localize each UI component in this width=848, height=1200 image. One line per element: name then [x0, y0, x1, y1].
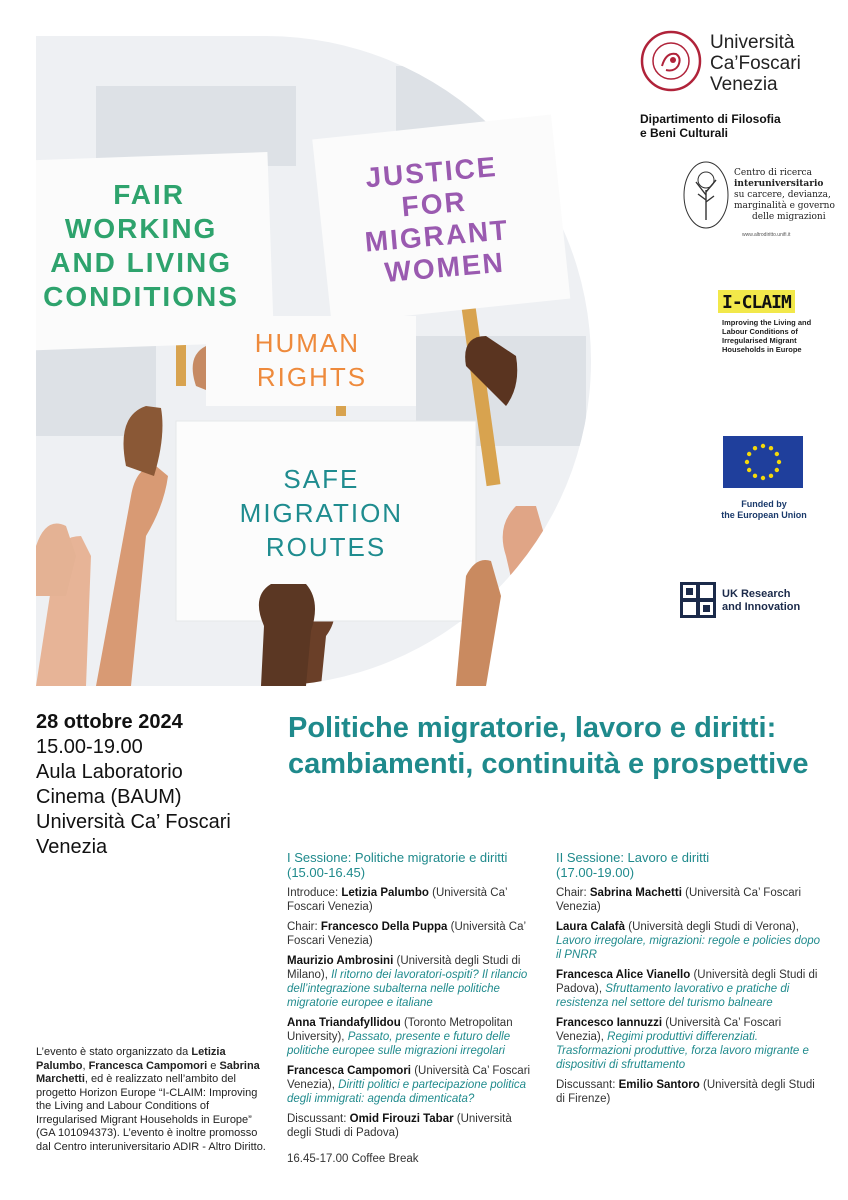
eu-star-icon	[775, 468, 779, 472]
eu-star-icon	[747, 452, 751, 456]
ukri-logo	[680, 582, 840, 622]
event-place-line3: Università Ca’ Foscari	[36, 811, 231, 833]
university-seal-icon	[640, 30, 702, 92]
introduce-label: Introduce:	[287, 887, 339, 899]
department-line2: e Beni Culturali	[640, 126, 729, 140]
speaker-name: Francesca Campomori	[287, 1065, 411, 1077]
speaker-name: Anna Triandafyllidou	[287, 1017, 401, 1029]
centro-url: www.altrodiritto.unifi.it	[742, 232, 791, 238]
university-name-line2: Ca’Foscari	[710, 53, 801, 74]
centro-line4: marginalità e governo	[734, 201, 835, 211]
department-line1: Dipartimento di Filosofia	[640, 112, 781, 126]
eu-flag-icon	[723, 436, 803, 488]
speaker-affiliation: (Toronto Metropolitan University),	[287, 1017, 513, 1043]
session-1	[287, 850, 537, 1166]
talk-title: Il ritorno dei lavoratori-ospiti? Il rilancio dell’integrazione subalterna nelle politiche migratorie europee e italiane	[287, 969, 528, 1009]
eu-text-line2: the European Union	[721, 510, 807, 520]
centro-line2: interuniversitario	[734, 179, 824, 189]
ukri-text-line2: and Innovation	[722, 601, 801, 613]
talk	[556, 1016, 820, 1072]
introduce-name: Letizia Palumbo	[341, 887, 429, 899]
centro-line3: su carcere, devianza,	[734, 190, 831, 200]
event-info	[36, 710, 276, 860]
iclaim-logo	[718, 284, 838, 374]
chair-name: Sabrina Machetti	[589, 887, 682, 899]
eu-star-icon	[761, 444, 765, 448]
eu-star-icon	[769, 474, 773, 478]
chair-affiliation: (Università Ca’ Foscari Venezia)	[556, 887, 802, 913]
eu-funding-logo	[716, 436, 816, 521]
discussant-name: Emilio Santoro	[618, 1079, 700, 1091]
chair-label: Chair:	[287, 921, 318, 933]
talk-title: Sfruttamento lavorativo e pratiche di resistenza nel settore del turismo balneare	[556, 983, 790, 1009]
talk-title: Lavoro irregolare, migrazioni: regole e policies dopo il PNRR	[556, 935, 821, 961]
session-1-time: (15.00-16.45)	[287, 865, 366, 880]
discussant-affiliation: (Università degli Studi di Padova)	[287, 1113, 512, 1139]
eu-star-icon	[753, 474, 757, 478]
centro-line1: Centro di ricerca	[734, 168, 812, 178]
svg-text:SAFE MIGRATION ROUTES: SAFE MIGRATION ROUTES	[239, 464, 404, 562]
event-time: 15.00-19.00	[36, 736, 143, 758]
eu-star-icon	[761, 476, 765, 480]
eu-star-icon	[777, 460, 781, 464]
svg-text:JUSTICE FOR MIGRANT: JUSTICE FOR MIGRANT WOMEN	[363, 150, 511, 289]
session-2	[556, 850, 820, 1112]
speaker-affiliation: (Università degli Studi di Padova),	[556, 969, 818, 995]
session-2-discussant	[556, 1078, 820, 1106]
organizer-3: Sabrina Marchetti	[36, 1059, 260, 1085]
speaker-affiliation: (Università Ca’ Foscari Venezia),	[287, 1065, 531, 1091]
altro-diritto-seal-icon	[682, 160, 730, 230]
discussant-label: Discussant:	[287, 1113, 347, 1125]
event-title: Politiche migratorie, lavoro e diritti: cambiamenti, continuità e prospettive	[288, 712, 809, 780]
sign-fair-working: FAIR WORKING AND LIVING CONDITIONS	[43, 179, 239, 312]
talk	[556, 968, 820, 1010]
chair-label: Chair:	[556, 887, 587, 899]
ukri-mark-icon	[680, 582, 716, 618]
eu-star-icon	[747, 468, 751, 472]
session-1-introduce	[287, 886, 537, 914]
event-date: 28 ottobre 2024	[36, 711, 183, 733]
chair-affiliation: (Università Ca’ Foscari Venezia)	[287, 921, 526, 947]
eu-star-icon	[775, 452, 779, 456]
talk-title: Regimi produttivi differenziati. Trasformazioni produttive, forza lavoro migrante e dispositivi di sfruttamento	[556, 1031, 809, 1071]
talk	[287, 1016, 537, 1058]
university-name-line3: Venezia	[710, 74, 778, 95]
event-place-line1: Aula Laboratorio	[36, 761, 183, 783]
session-1-title: I Sessione: Politiche migratorie e diritti	[287, 850, 508, 865]
speaker-name: Laura Calafà	[556, 921, 626, 933]
svg-text:HUMAN RIGHTS: HUMAN RIGHTS	[254, 328, 368, 392]
iclaim-title: I-CLAIM	[718, 290, 795, 313]
talk	[556, 920, 820, 962]
eu-star-icon	[769, 446, 773, 450]
talk	[287, 954, 537, 1010]
organizer-1: Letizia Palumbo	[36, 1046, 226, 1072]
introduce-affiliation: (Università Ca’ Foscari Venezia)	[287, 887, 508, 913]
event-place-line4: Venezia	[36, 836, 108, 858]
speaker-affiliation: (Università Ca’ Foscari Venezia),	[556, 1017, 782, 1043]
speaker-name: Francesca Alice Vianello	[556, 969, 691, 981]
session-2-time: (17.00-19.00)	[556, 865, 635, 880]
speaker-affiliation: (Università degli Studi di Milano),	[287, 955, 521, 981]
eu-star-icon	[745, 460, 749, 464]
centro-adir-logo	[682, 160, 842, 242]
talk	[287, 1064, 537, 1106]
note-sep-1: ,	[82, 1059, 86, 1072]
talk-title: Diritti politici e partecipazione politica degli immigrati: agenda dimenticata?	[287, 1079, 527, 1105]
iclaim-subtitle: Improving the Living and Labour Conditions of Irregularised Migrant Households in Europe	[722, 318, 812, 354]
speaker-name: Francesco Iannuzzi	[556, 1017, 663, 1029]
centro-line5: delle migrazioni	[752, 212, 826, 222]
note-text-1: L’evento è stato organizzato da	[36, 1046, 189, 1058]
ukri-text-line1: UK Research	[722, 588, 791, 600]
organizer-2: Francesca Campomori	[88, 1059, 208, 1072]
session-1-chair	[287, 920, 537, 948]
university-name-line1: Università	[710, 32, 795, 53]
session-2-chair	[556, 886, 820, 914]
eu-star-icon	[753, 446, 757, 450]
discussant-affiliation: (Università degli Studi di Firenze)	[556, 1079, 815, 1105]
discussant-label: Discussant:	[556, 1079, 616, 1091]
talk-title: Passato, presente e futuro delle politiche europee sulle migrazioni irregolari	[287, 1031, 511, 1057]
hero-illustration	[36, 36, 594, 686]
speaker-name: Maurizio Ambrosini	[287, 955, 394, 967]
discussant-name: Omid Firouzi Tabar	[349, 1113, 454, 1125]
session-1-discussant	[287, 1112, 537, 1140]
eu-text-line1: Funded by	[741, 499, 787, 509]
speaker-affiliation: (Università degli Studi di Verona),	[628, 921, 799, 933]
chair-name: Francesco Della Puppa	[320, 921, 448, 933]
event-place-line2: Cinema (BAUM)	[36, 786, 182, 808]
coffee-break: 16.45-17.00 Coffee Break	[287, 1153, 419, 1165]
note-text-2: e	[210, 1059, 217, 1072]
note-text-3: , ed è realizzato nell’ambito del progetto Horizon Europe “I-CLAIM: Improving the Living and Labour Conditions of Irregularised Migrant Households in Europe” (GA 101094373). L’evento è inoltre promosso dal Centro interuniversitario ADIR - Altro Diritto.	[36, 1073, 266, 1153]
session-2-title: II Sessione: Lavoro e diritti	[556, 850, 710, 865]
organizers-note	[36, 1046, 271, 1154]
